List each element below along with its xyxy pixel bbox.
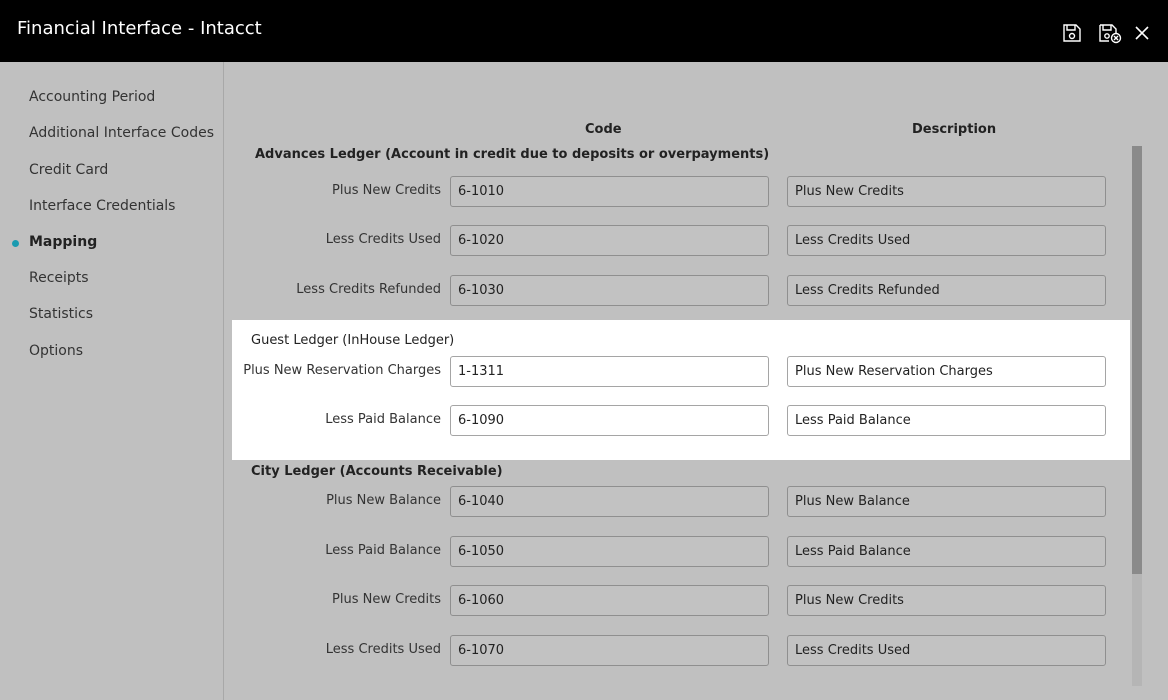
column-header-code: Code xyxy=(585,122,622,137)
save-icon[interactable] xyxy=(1061,22,1083,44)
description-input[interactable] xyxy=(787,405,1106,436)
title-bar xyxy=(0,0,1168,62)
sidebar xyxy=(0,62,223,700)
code-input[interactable] xyxy=(450,275,769,306)
code-input[interactable] xyxy=(450,585,769,616)
description-input[interactable] xyxy=(787,356,1106,387)
description-input[interactable] xyxy=(787,225,1106,256)
row-label: Less Credits Used xyxy=(325,232,441,247)
close-icon[interactable] xyxy=(1131,22,1153,44)
sidebar-item-mapping[interactable]: Mapping xyxy=(29,234,98,250)
description-input[interactable] xyxy=(787,275,1106,306)
window-title: Financial Interface - Intacct xyxy=(17,18,262,39)
code-input[interactable] xyxy=(450,356,769,387)
section-title-advances-ledger: Advances Ledger (Account in credit due to deposits or overpayments) xyxy=(255,147,770,162)
row-label: Plus New Reservation Charges xyxy=(243,363,441,378)
description-input[interactable] xyxy=(787,176,1106,207)
sidebar-item-statistics[interactable]: Statistics xyxy=(29,306,93,322)
row-label: Plus New Balance xyxy=(326,493,441,508)
description-input[interactable] xyxy=(787,536,1106,567)
mapping-panel xyxy=(224,62,1168,700)
row-label: Plus New Credits xyxy=(332,592,441,607)
code-input[interactable] xyxy=(450,225,769,256)
code-input[interactable] xyxy=(450,635,769,666)
section-title-city-ledger: City Ledger (Accounts Receivable) xyxy=(251,464,503,479)
code-input[interactable] xyxy=(450,536,769,567)
save-close-icon[interactable] xyxy=(1097,22,1123,44)
row-label: Less Paid Balance xyxy=(325,412,441,427)
code-input[interactable] xyxy=(450,486,769,517)
description-input[interactable] xyxy=(787,585,1106,616)
code-input[interactable] xyxy=(450,405,769,436)
scrollbar-thumb[interactable] xyxy=(1132,146,1142,574)
row-label: Less Credits Refunded xyxy=(296,282,441,297)
sidebar-item-additional-interface-codes[interactable]: Additional Interface Codes xyxy=(29,125,214,141)
sidebar-item-receipts[interactable]: Receipts xyxy=(29,270,89,286)
row-label: Plus New Credits xyxy=(332,183,441,198)
sidebar-item-credit-card[interactable]: Credit Card xyxy=(29,162,109,178)
sidebar-item-options[interactable]: Options xyxy=(29,343,84,359)
sidebar-item-accounting-period[interactable]: Accounting Period xyxy=(29,89,156,105)
description-input[interactable] xyxy=(787,635,1106,666)
row-label: Less Paid Balance xyxy=(325,543,441,558)
section-title-guest-ledger: Guest Ledger (InHouse Ledger) xyxy=(251,333,455,348)
column-header-description: Description xyxy=(912,122,997,137)
description-input[interactable] xyxy=(787,486,1106,517)
row-label: Less Credits Used xyxy=(325,642,441,657)
code-input[interactable] xyxy=(450,176,769,207)
sidebar-item-interface-credentials[interactable]: Interface Credentials xyxy=(29,198,176,214)
active-indicator-dot xyxy=(12,240,19,247)
